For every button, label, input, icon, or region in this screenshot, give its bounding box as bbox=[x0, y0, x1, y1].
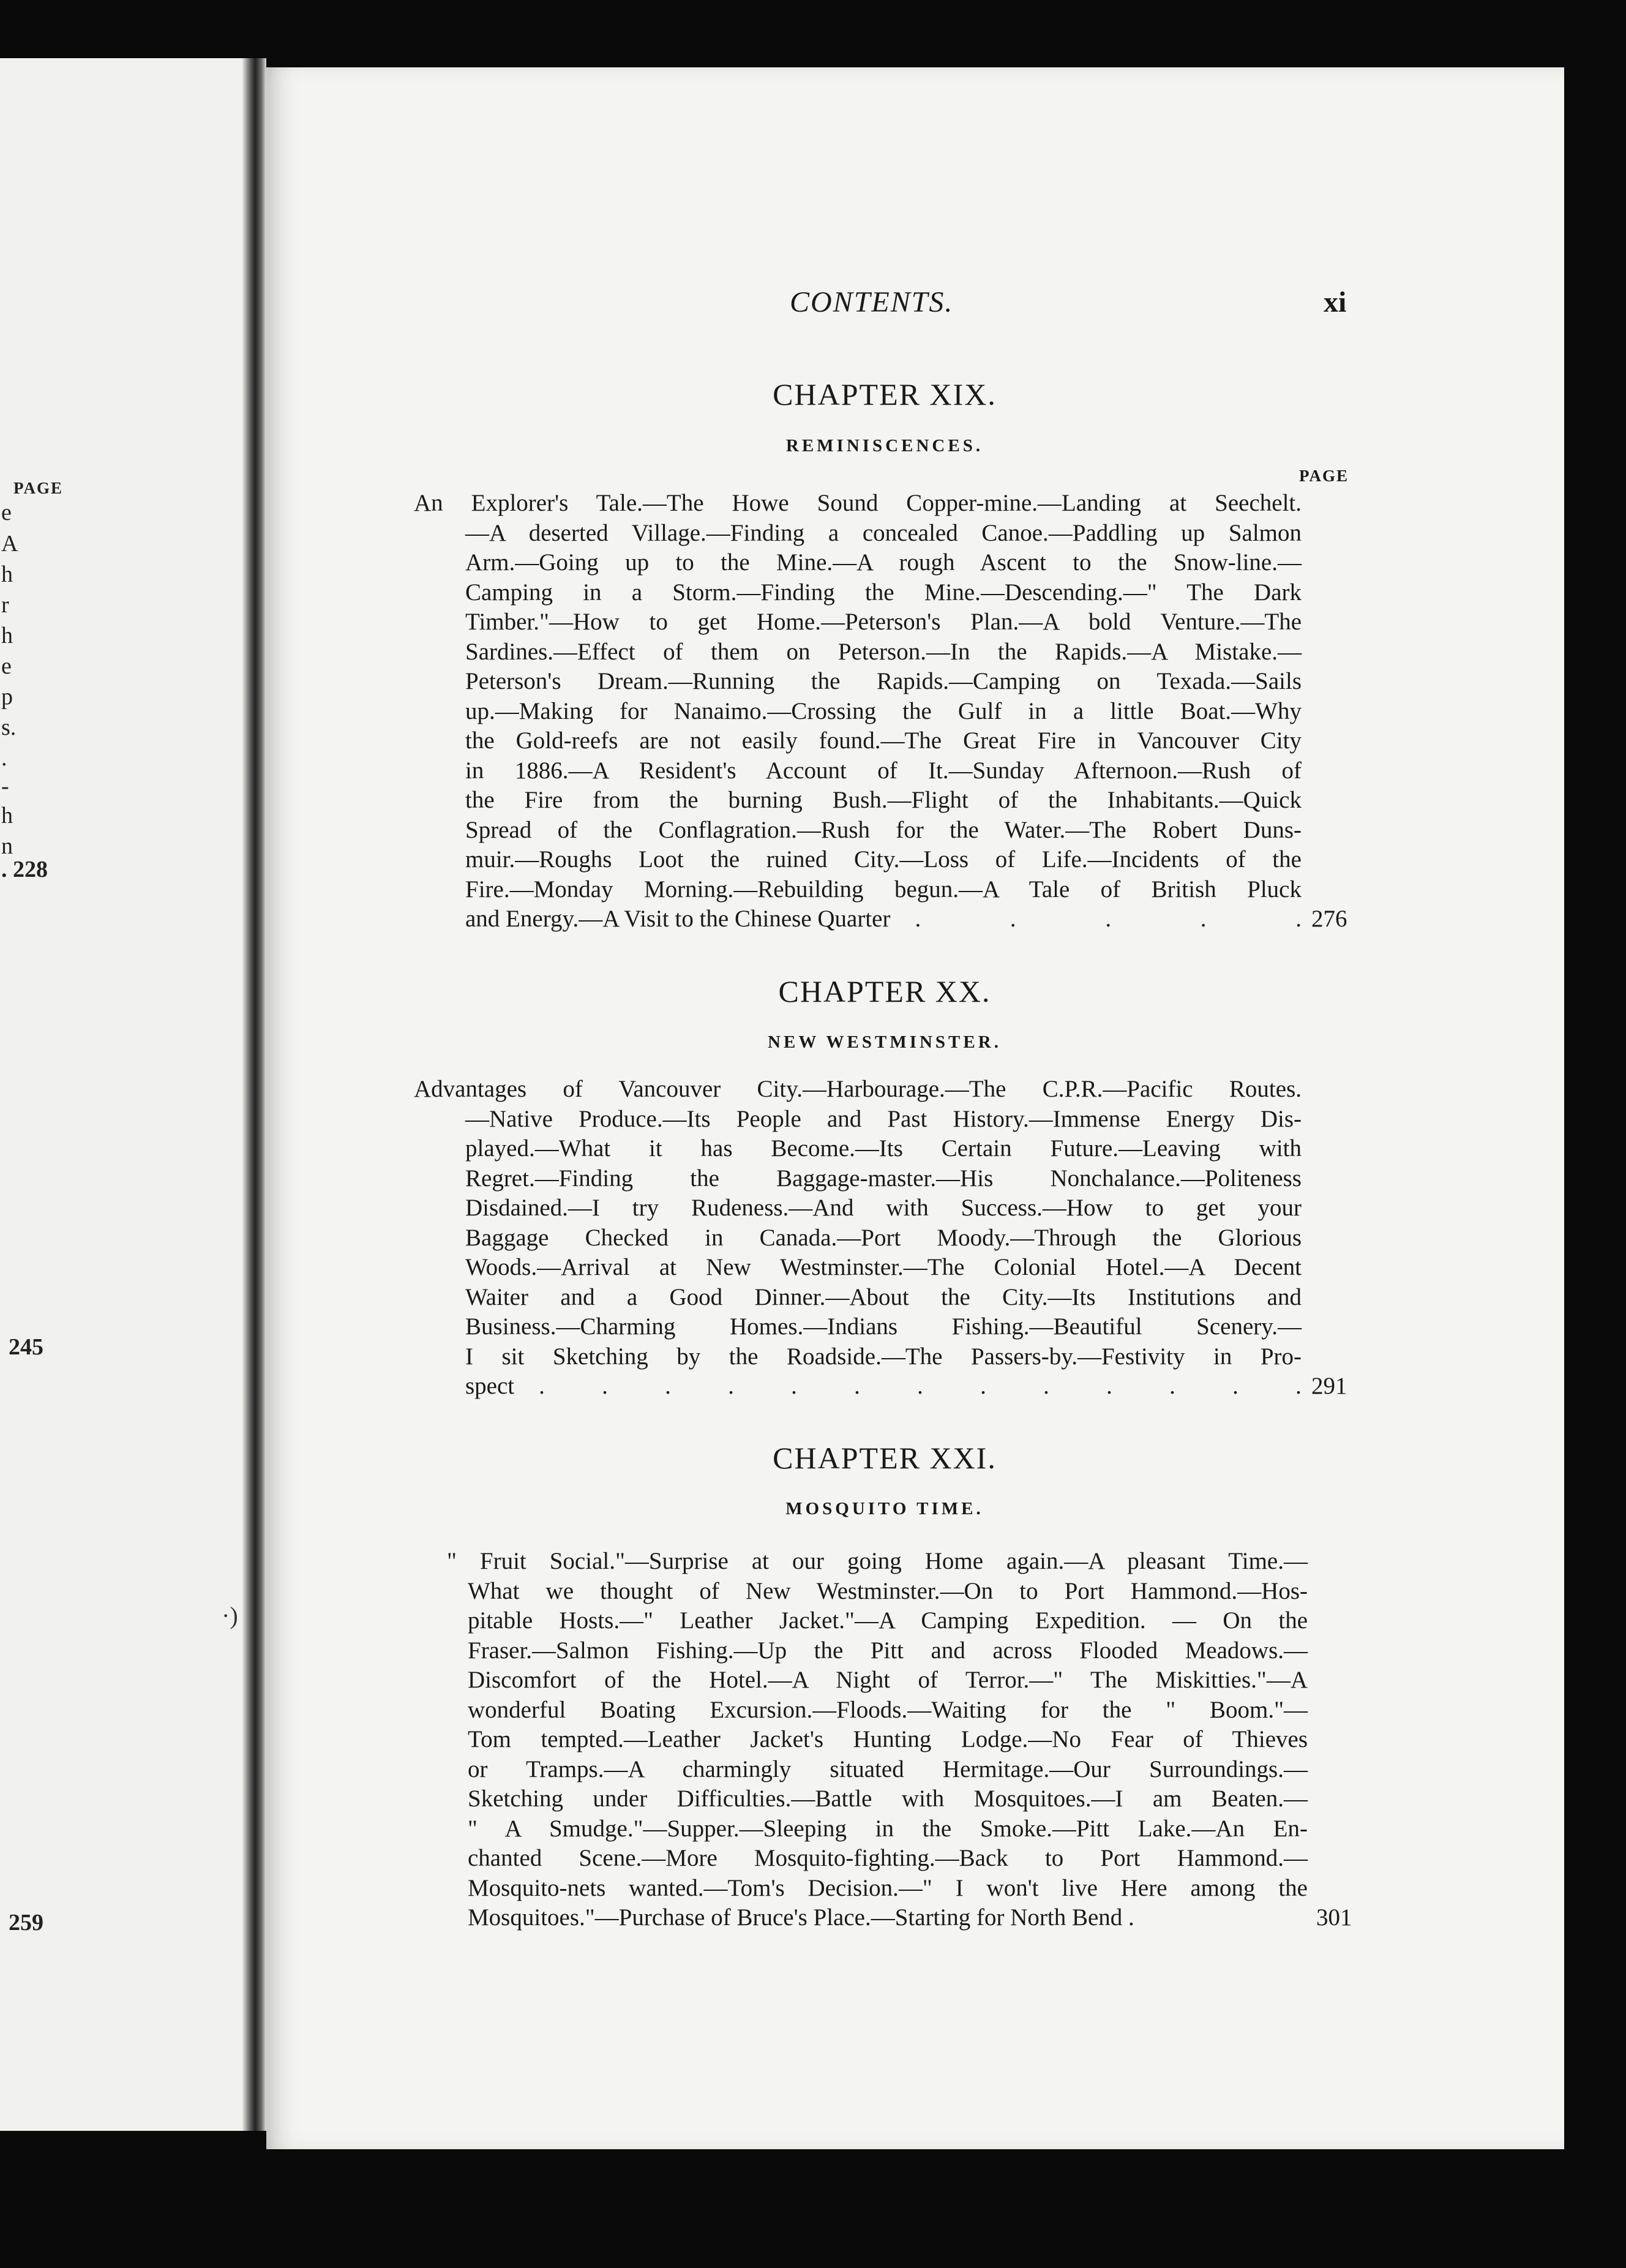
contents-line: —A deserted Village.—Finding a concealed Canoe.—Paddling up Salmon bbox=[465, 519, 1302, 546]
chapter-subtitle: MOSQUITO TIME. bbox=[785, 1499, 984, 1519]
contents-line bbox=[465, 904, 1302, 934]
contents-line: Fire.—Monday Morning.—Rebuilding begun.—A Tale of British Pluck bbox=[465, 876, 1302, 903]
left-page-fragment: e bbox=[1, 500, 12, 525]
contents-line: Mosquito-nets wanted.—Tom's Decision.—" I won't live Here among the bbox=[468, 1874, 1308, 1901]
left-page-fragment: h bbox=[1, 561, 13, 587]
contents-line: muir.—Roughs Loot the ruined City.—Loss of Life.—Incidents of the bbox=[465, 846, 1302, 873]
left-page-fragment: p bbox=[1, 684, 13, 710]
contents-line: I sit Sketching by the Roadside.—The Passers-by.—Festivity in Pro- bbox=[465, 1343, 1302, 1370]
contents-line: chanted Scene.—More Mosquito-fighting.—Back to Port Hammond.— bbox=[468, 1845, 1308, 1871]
contents-line: Spread of the Conflagration.—Rush for the Water.—The Robert Duns- bbox=[465, 816, 1302, 843]
contents-line: Baggage Checked in Canada.—Port Moody.—Through the Glorious bbox=[465, 1224, 1302, 1251]
left-page-number: 259 bbox=[9, 1910, 43, 1936]
contents-line-text: spect bbox=[465, 1373, 515, 1399]
ink-blot: ·) bbox=[222, 1602, 238, 1629]
contents-line: An Explorer's Tale.—The Howe Sound Copper-mine.—Landing at Seechelt. bbox=[414, 490, 1302, 516]
contents-line: Sketching under Difficulties.—Battle with Mosquitoes.—I am Beaten.— bbox=[468, 1785, 1308, 1812]
contents-line: Tom tempted.—Leather Jacket's Hunting Lodge.—No Fear of Thieves bbox=[468, 1726, 1308, 1752]
contents-line: the Gold-reefs are not easily found.—The Great Fire in Vancouver City bbox=[465, 727, 1302, 754]
contents-line: in 1886.—A Resident's Account of It.—Sunday Afternoon.—Rush of bbox=[465, 757, 1302, 784]
contents-line: —Native Produce.—Its People and Past History.—Immense Energy Dis- bbox=[465, 1105, 1302, 1132]
contents-line: Sardines.—Effect of them on Peterson.—In the Rapids.—A Mistake.— bbox=[465, 638, 1302, 665]
contents-line: played.—What it has Become.—Its Certain Future.—Leaving with bbox=[465, 1135, 1302, 1162]
left-page bbox=[0, 58, 263, 2131]
contents-line-text: and Energy.—A Visit to the Chinese Quarter bbox=[465, 906, 891, 932]
contents-line: Business.—Charming Homes.—Indians Fishing.—Beautiful Scenery.— bbox=[465, 1313, 1302, 1340]
chapter-heading: CHAPTER XXI. bbox=[773, 1441, 997, 1475]
contents-line: Camping in a Storm.—Finding the Mine.—Descending.—" The Dark bbox=[465, 579, 1302, 606]
contents-line: Discomfort of the Hotel.—A Night of Terror.—" The Miskitties."—A bbox=[468, 1667, 1308, 1693]
leader-dots: . . . . . bbox=[915, 906, 1302, 932]
book-gutter bbox=[242, 58, 266, 2131]
left-page-number: 245 bbox=[9, 1334, 43, 1360]
contents-line: Waiter and a Good Dinner.—About the City.—Its Institutions and bbox=[465, 1283, 1302, 1310]
left-page-fragment: h bbox=[1, 803, 13, 828]
contents-line: Mosquitoes."—Purchase of Bruce's Place.—Starting for North Bend . bbox=[468, 1904, 1134, 1931]
left-page-number: . 228 bbox=[1, 857, 48, 882]
chapter-heading: CHAPTER XX. bbox=[778, 974, 991, 1008]
chapter-heading: CHAPTER XIX. bbox=[773, 377, 997, 411]
contents-page-number: 301 bbox=[1316, 1904, 1352, 1931]
contents-line: Woods.—Arrival at New Westminster.—The Colonial Hotel.—A Decent bbox=[465, 1254, 1302, 1280]
chapter-subtitle: REMINISCENCES. bbox=[785, 436, 984, 456]
page-folio: xi bbox=[1324, 286, 1347, 318]
contents-line: wonderful Boating Excursion.—Floods.—Waiting for the " Boom."— bbox=[468, 1696, 1308, 1723]
left-page-fragment: e bbox=[1, 653, 12, 679]
left-page-fragment: n bbox=[1, 833, 13, 859]
left-page-fragment: s. bbox=[1, 715, 17, 740]
contents-line: Timber."—How to get Home.—Peterson's Plan.—A bold Venture.—The bbox=[465, 609, 1302, 635]
running-head: CONTENTS. bbox=[790, 286, 954, 318]
contents-line: up.—Making for Nanaimo.—Crossing the Gulf in a little Boat.—Why bbox=[465, 697, 1302, 724]
contents-line bbox=[465, 1371, 1302, 1402]
contents-line: Arm.—Going up to the Mine.—A rough Ascent to the Snow-line.— bbox=[465, 549, 1302, 576]
left-page-fragment: h bbox=[1, 623, 13, 648]
contents-line: What we thought of New Westminster.—On to Port Hammond.—Hos- bbox=[468, 1577, 1308, 1604]
left-page-label: PAGE bbox=[13, 479, 63, 497]
leader-dots: . . . . . . . . . . . . . bbox=[539, 1373, 1302, 1399]
left-page-fragment: - bbox=[1, 773, 9, 799]
contents-line: " Fruit Social."—Surprise at our going Home again.—A pleasant Time.— bbox=[447, 1548, 1308, 1574]
page-column-label: PAGE bbox=[1299, 467, 1349, 485]
contents-page-number: 276 bbox=[1311, 906, 1347, 932]
left-page-fragment: A bbox=[1, 531, 18, 557]
left-page-fragment: . bbox=[1, 745, 7, 771]
left-page-fragment: r bbox=[1, 592, 9, 618]
contents-line: or Tramps.—A charmingly situated Hermitage.—Our Surroundings.— bbox=[468, 1755, 1308, 1782]
contents-line: " A Smudge."—Supper.—Sleeping in the Smoke.—Pitt Lake.—An En- bbox=[468, 1815, 1308, 1842]
contents-line: Fraser.—Salmon Fishing.—Up the Pitt and across Flooded Meadows.— bbox=[468, 1637, 1308, 1664]
contents-line: the Fire from the burning Bush.—Flight of the Inhabitants.—Quick bbox=[465, 787, 1302, 813]
contents-line: Disdained.—I try Rudeness.—And with Success.—How to get your bbox=[465, 1195, 1302, 1221]
contents-line: Advantages of Vancouver City.—Harbourage.—The C.P.R.—Pacific Routes. bbox=[414, 1076, 1302, 1102]
chapter-subtitle: NEW WESTMINSTER. bbox=[768, 1032, 1002, 1052]
contents-page-number: 291 bbox=[1311, 1373, 1347, 1399]
contents-line: pitable Hosts.—" Leather Jacket."—A Camping Expedition. — On the bbox=[468, 1607, 1308, 1634]
contents-line: Regret.—Finding the Baggage-master.—His Nonchalance.—Politeness bbox=[465, 1165, 1302, 1192]
contents-line: Peterson's Dream.—Running the Rapids.—Camping on Texada.—Sails bbox=[465, 668, 1302, 694]
